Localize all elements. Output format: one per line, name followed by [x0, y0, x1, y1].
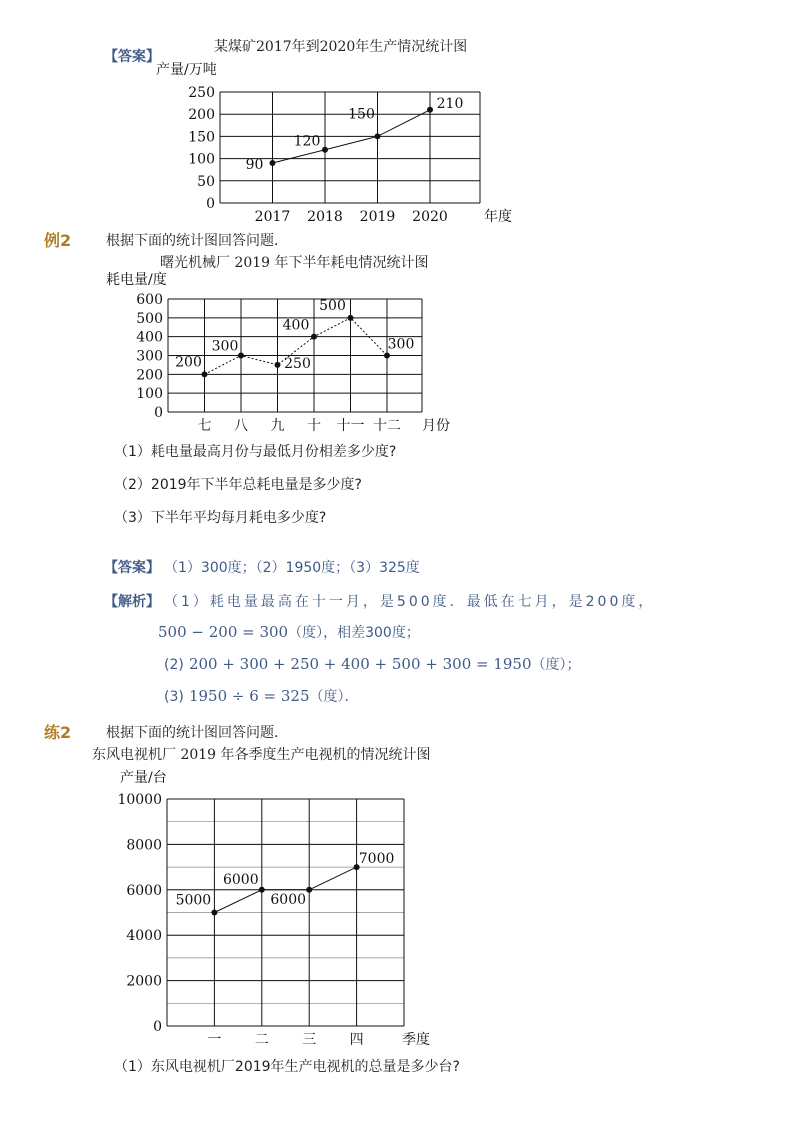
x-tick-label: 七 [197, 418, 212, 434]
y-tick-label: 2000 [126, 973, 162, 990]
x-tick-label: 四 [349, 1032, 364, 1048]
chart1-plot [156, 61, 512, 225]
data-point [348, 315, 354, 321]
example2-answer: （1）300度；（2）1950度；（3）325度 [164, 560, 420, 576]
x-tick-label: 2017 [254, 209, 291, 225]
practice2-question-1: （1）东风电视机厂2019年生产电视机的总量是多少台? [114, 1059, 460, 1075]
data-point [427, 107, 433, 113]
chart1-title: 某煤矿2017年到2020年生产情况统计图 [214, 39, 468, 55]
analysis-line-2-text: （度），相差300度； [288, 625, 420, 641]
x-tick-label: 二 [254, 1032, 269, 1048]
y-tick-label: 100 [136, 386, 163, 403]
analysis-line-4-prefix: (3) [164, 689, 184, 705]
data-point [238, 353, 244, 359]
y-tick-label: 10000 [117, 792, 162, 808]
y-tick-label: 150 [188, 129, 215, 146]
data-label: 300 [211, 338, 239, 355]
data-label: 150 [348, 106, 375, 123]
analysis-line-2 [158, 622, 420, 642]
x-tick-label: 2018 [307, 209, 343, 225]
data-label: 400 [282, 317, 310, 334]
data-label: 5000 [175, 892, 212, 909]
data-point [322, 147, 328, 153]
analysis-line-3 [164, 654, 581, 674]
analysis-line-3-prefix: (2) [164, 657, 184, 673]
data-point [211, 910, 217, 916]
data-point [275, 362, 281, 368]
y-tick-label: 0 [154, 405, 163, 421]
analysis-line-2-math: 500 − 200 = 300 [158, 623, 289, 641]
data-point [311, 334, 317, 340]
x-axis-title: 年度 [484, 209, 512, 225]
x-tick-label: 2020 [412, 209, 448, 225]
data-point [202, 371, 208, 377]
data-point [259, 887, 265, 893]
data-label: 7000 [358, 851, 395, 868]
x-tick-label: 三 [302, 1032, 317, 1048]
chart2-plot [106, 271, 450, 434]
data-label: 250 [284, 355, 311, 372]
y-tick-label: 500 [136, 310, 163, 327]
data-label: 6000 [222, 871, 259, 888]
data-label: 300 [387, 336, 415, 353]
y-tick-label: 8000 [126, 837, 162, 854]
answer-tag-1: 【答案】 [104, 49, 160, 65]
y-tick-label: 6000 [126, 882, 162, 899]
analysis-line-3-text: （度）； [531, 657, 581, 673]
y-axis-title: 产量/台 [120, 770, 167, 786]
analysis-line-1: （1）耗电量最高在十一月，是500度．最低在七月，是200度， [164, 594, 656, 610]
y-tick-label: 300 [136, 348, 163, 365]
data-point [375, 133, 381, 139]
analysis-line-4-math: 1950 ÷ 6 = 325 [188, 687, 310, 705]
chart3-plot [117, 769, 430, 1048]
practice2-tag: 练2 [44, 723, 72, 742]
y-tick-label: 50 [197, 173, 215, 190]
chart1-coal-production [150, 58, 530, 228]
y-tick-label: 250 [188, 85, 215, 101]
x-tick-label: 十一 [336, 418, 365, 434]
x-tick-label: 八 [234, 418, 248, 434]
y-tick-label: 100 [188, 151, 215, 168]
data-label: 210 [436, 95, 464, 112]
practice2-prompt: 根据下面的统计图回答问题． [106, 725, 288, 741]
data-point [306, 887, 312, 893]
analysis-line-4-text: （度）． [309, 689, 359, 705]
x-tick-label: 十二 [373, 418, 401, 434]
data-label: 6000 [270, 891, 307, 908]
example2-answer-tag: 【答案】 [104, 560, 160, 576]
y-axis-title: 产量/万吨 [156, 62, 217, 78]
data-point [270, 160, 276, 166]
analysis-line-3-math: 200 + 300 + 250 + 400 + 500 + 300 = 1950 [188, 655, 532, 673]
example2-analysis-tag: 【解析】 [104, 594, 160, 610]
y-tick-label: 4000 [126, 928, 162, 945]
example2-question-3: （3）下半年平均每月耗电多少度? [114, 510, 327, 526]
x-tick-label: 2019 [359, 209, 396, 225]
example2-question-2: （2）2019年下半年总耗电量是多少度? [114, 477, 362, 493]
y-tick-label: 0 [206, 196, 215, 212]
x-tick-label: 十 [307, 418, 321, 434]
x-axis-title: 月份 [422, 418, 450, 434]
y-tick-label: 200 [136, 367, 163, 384]
x-tick-label: 九 [270, 418, 285, 434]
analysis-line-4 [164, 686, 359, 706]
y-tick-label: 200 [188, 107, 215, 124]
chart2-power-usage [100, 266, 480, 438]
example2-question-1: （1）耗电量最高月份与最低月份相差多少度? [114, 444, 397, 460]
data-label: 120 [293, 133, 321, 150]
y-tick-label: 0 [153, 1019, 162, 1035]
chart2-title: 曙光机械厂 2019 年下半年耗电情况统计图 [160, 255, 429, 271]
x-tick-label: 一 [207, 1032, 222, 1048]
example2-prompt: 根据下面的统计图回答问题． [106, 233, 288, 249]
y-tick-label: 400 [136, 329, 163, 346]
data-label: 500 [319, 297, 346, 314]
chart3-tv-production [100, 764, 460, 1054]
data-label: 200 [175, 354, 202, 371]
y-axis-title: 耗电量/度 [106, 272, 167, 288]
data-label: 90 [245, 157, 264, 174]
chart3-title: 东风电视机厂 2019 年各季度生产电视机的情况统计图 [92, 747, 431, 763]
data-point [384, 353, 390, 359]
example2-tag: 例2 [44, 231, 72, 250]
y-tick-label: 600 [136, 292, 163, 308]
x-axis-title: 季度 [402, 1032, 430, 1048]
